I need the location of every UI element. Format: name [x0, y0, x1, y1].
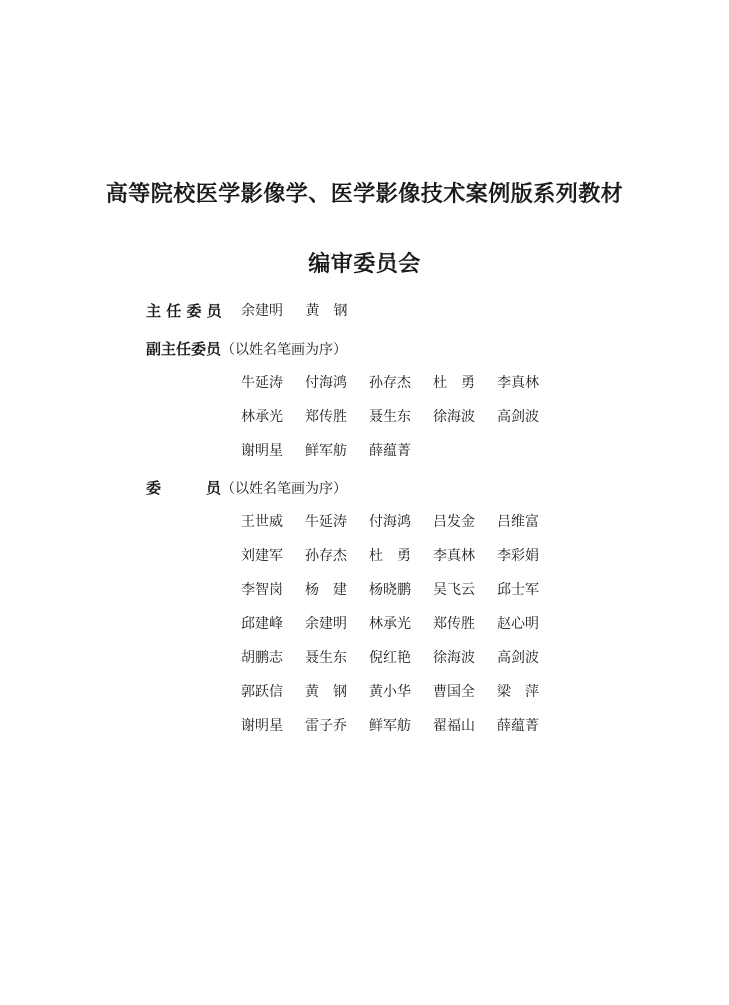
committee-member-name: 黄小华: [369, 684, 411, 700]
committee-member-name: 邱士军: [497, 582, 539, 598]
vice-chair-names: [241, 373, 561, 461]
chair-names: [241, 301, 365, 321]
committee-member-name: 郭跃信: [241, 684, 283, 700]
committee-member-name: 赵心明: [497, 616, 539, 632]
committee-title: 编审委员会: [308, 252, 421, 277]
committee-member-name: 高剑波: [497, 650, 539, 666]
committee-member-name: 付海鸿: [369, 514, 411, 530]
committee-member-name: 刘建军: [241, 548, 283, 564]
vice-chair-label: 副主任委员: [146, 340, 222, 358]
committee-member-name: 杜 勇: [369, 548, 411, 564]
committee-member-name: 胡鹏志: [241, 650, 283, 666]
member-names: [241, 512, 561, 736]
committee-member-name: 薛蕴菁: [369, 443, 411, 459]
committee-member-name: 吴飞云: [433, 582, 475, 598]
committee-member-name: 鲜军舫: [305, 443, 347, 459]
member-label: 委 员: [146, 479, 222, 497]
committee-member-name: 余建明: [305, 616, 347, 632]
committee-member-name: 鲜军舫: [369, 718, 411, 734]
committee-member-name: 郑传胜: [433, 616, 475, 632]
committee-member-name: 王世威: [241, 514, 283, 530]
committee-member-name: 黄 钢: [305, 684, 347, 700]
committee-member-name: 曹国全: [433, 684, 475, 700]
member-heading: [146, 478, 347, 498]
committee-member-name: 吕发金: [433, 514, 475, 530]
book-series-title: 高等院校医学影像学、医学影像技术案例版系列教材: [105, 182, 624, 207]
committee-member-name: 薛蕴菁: [497, 718, 539, 734]
committee-member-name: 高剑波: [497, 409, 539, 425]
committee-member-name: 杨晓鹏: [369, 582, 411, 598]
committee-member-name: 林承光: [369, 616, 411, 632]
committee-member-name: 牛延涛: [241, 375, 283, 391]
chair-name: 余建明: [241, 303, 283, 319]
committee-member-name: 李智岗: [241, 582, 283, 598]
committee-member-name: 杨 建: [305, 582, 347, 598]
committee-member-name: 徐海波: [433, 650, 475, 666]
committee-member-name: 聂生东: [369, 409, 411, 425]
committee-member-name: 倪红艳: [369, 650, 411, 666]
vice-chair-order-note: （以姓名笔画为序）: [221, 342, 348, 358]
committee-member-name: 李真林: [433, 548, 475, 564]
committee-member-name: 付海鸿: [305, 375, 347, 391]
committee-member-name: 郑传胜: [305, 409, 347, 425]
committee-member-name: 林承光: [241, 409, 283, 425]
vice-chair-heading: [146, 339, 347, 359]
committee-member-name: 谢明星: [241, 718, 283, 734]
committee-member-name: 牛延涛: [305, 514, 347, 530]
committee-member-name: 翟福山: [433, 718, 475, 734]
committee-member-name: 谢明星: [241, 443, 283, 459]
committee-member-name: 孙存杰: [369, 375, 411, 391]
chair-name: 黄 钢: [305, 303, 348, 319]
committee-member-name: 邱建峰: [241, 616, 283, 632]
committee-member-name: 聂生东: [305, 650, 347, 666]
member-order-note: （以姓名笔画为序）: [221, 481, 348, 497]
committee-member-name: 雷子乔: [305, 718, 347, 734]
committee-member-name: 孙存杰: [305, 548, 347, 564]
committee-member-name: 徐海波: [433, 409, 475, 425]
committee-member-name: 李真林: [497, 375, 539, 391]
committee-member-name: 吕维富: [497, 514, 539, 530]
committee-member-name: 杜 勇: [433, 375, 475, 391]
committee-member-name: 李彩娟: [497, 548, 539, 564]
chair-label: 主 任 委 员: [146, 302, 222, 320]
committee-member-name: 梁 萍: [497, 684, 539, 700]
